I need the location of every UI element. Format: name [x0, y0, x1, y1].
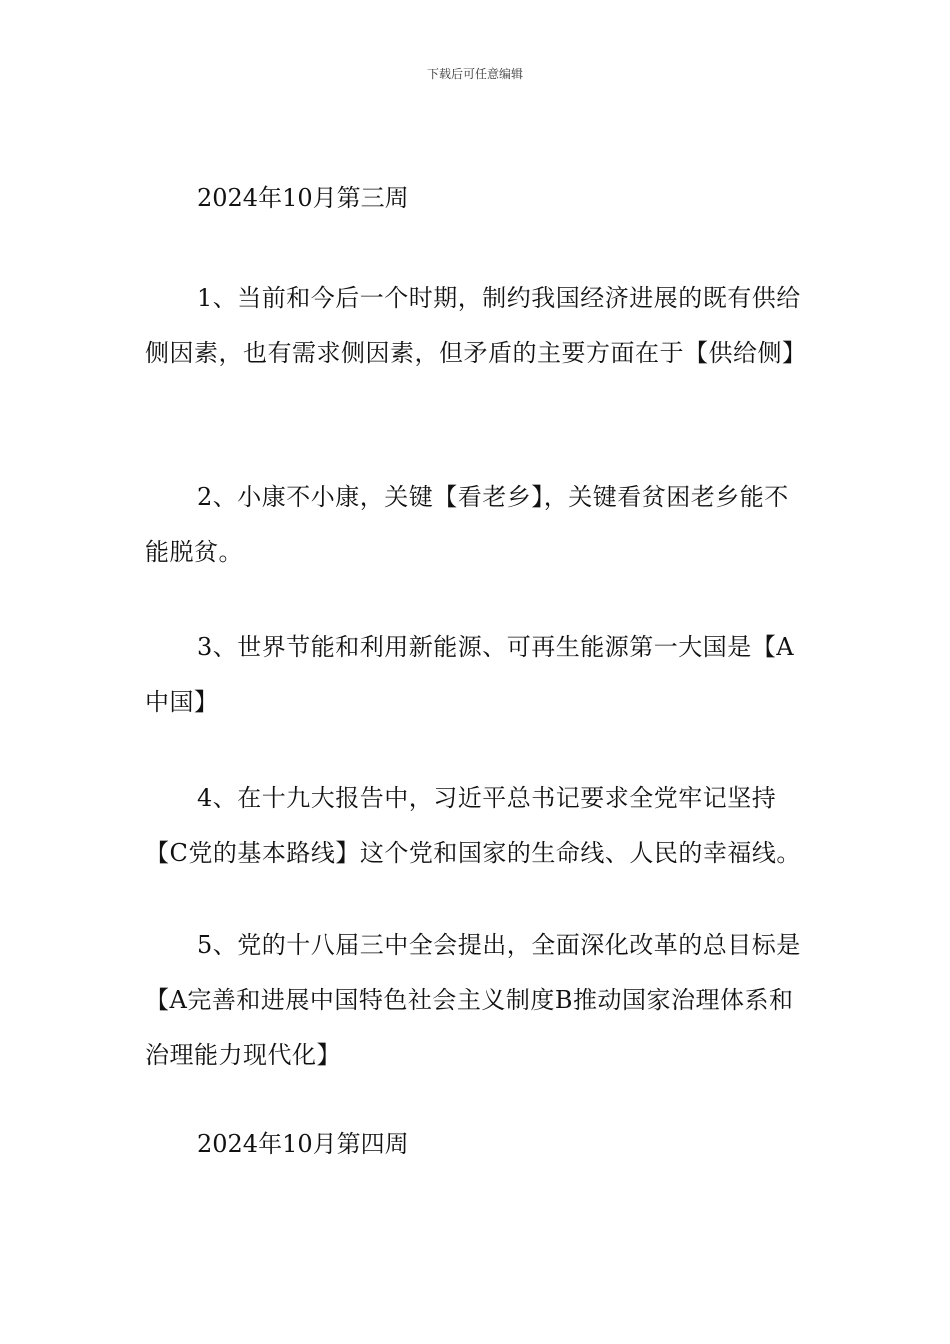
question-item: 2、小康不小康，关键【看老乡】，关键看贫困老乡能不能脱贫。	[145, 483, 789, 566]
question-item: 1、当前和今后一个时期，制约我国经济进展的既有供给侧因素，也有需求侧因素，但矛盾的主要方面在于【供给侧】	[145, 284, 807, 367]
section-heading: 2024年10月第三周	[197, 184, 409, 212]
section-heading: 2024年10月第四周	[197, 1130, 409, 1158]
question-item: 4、在十九大报告中，习近平总书记要求全党牢记坚持【C党的基本路线】这个党和国家的生命线、人民的幸福线。	[145, 784, 801, 867]
question-item: 3、世界节能和利用新能源、可再生能源第一大国是【A中国】	[145, 633, 795, 716]
question-item: 5、党的十八届三中全会提出，全面深化改革的总目标是【A完善和进展中国特色社会主义制度B推动国家治理体系和治理能力现代化】	[145, 931, 801, 1069]
page-header: 下载后可任意编辑	[426, 67, 523, 81]
